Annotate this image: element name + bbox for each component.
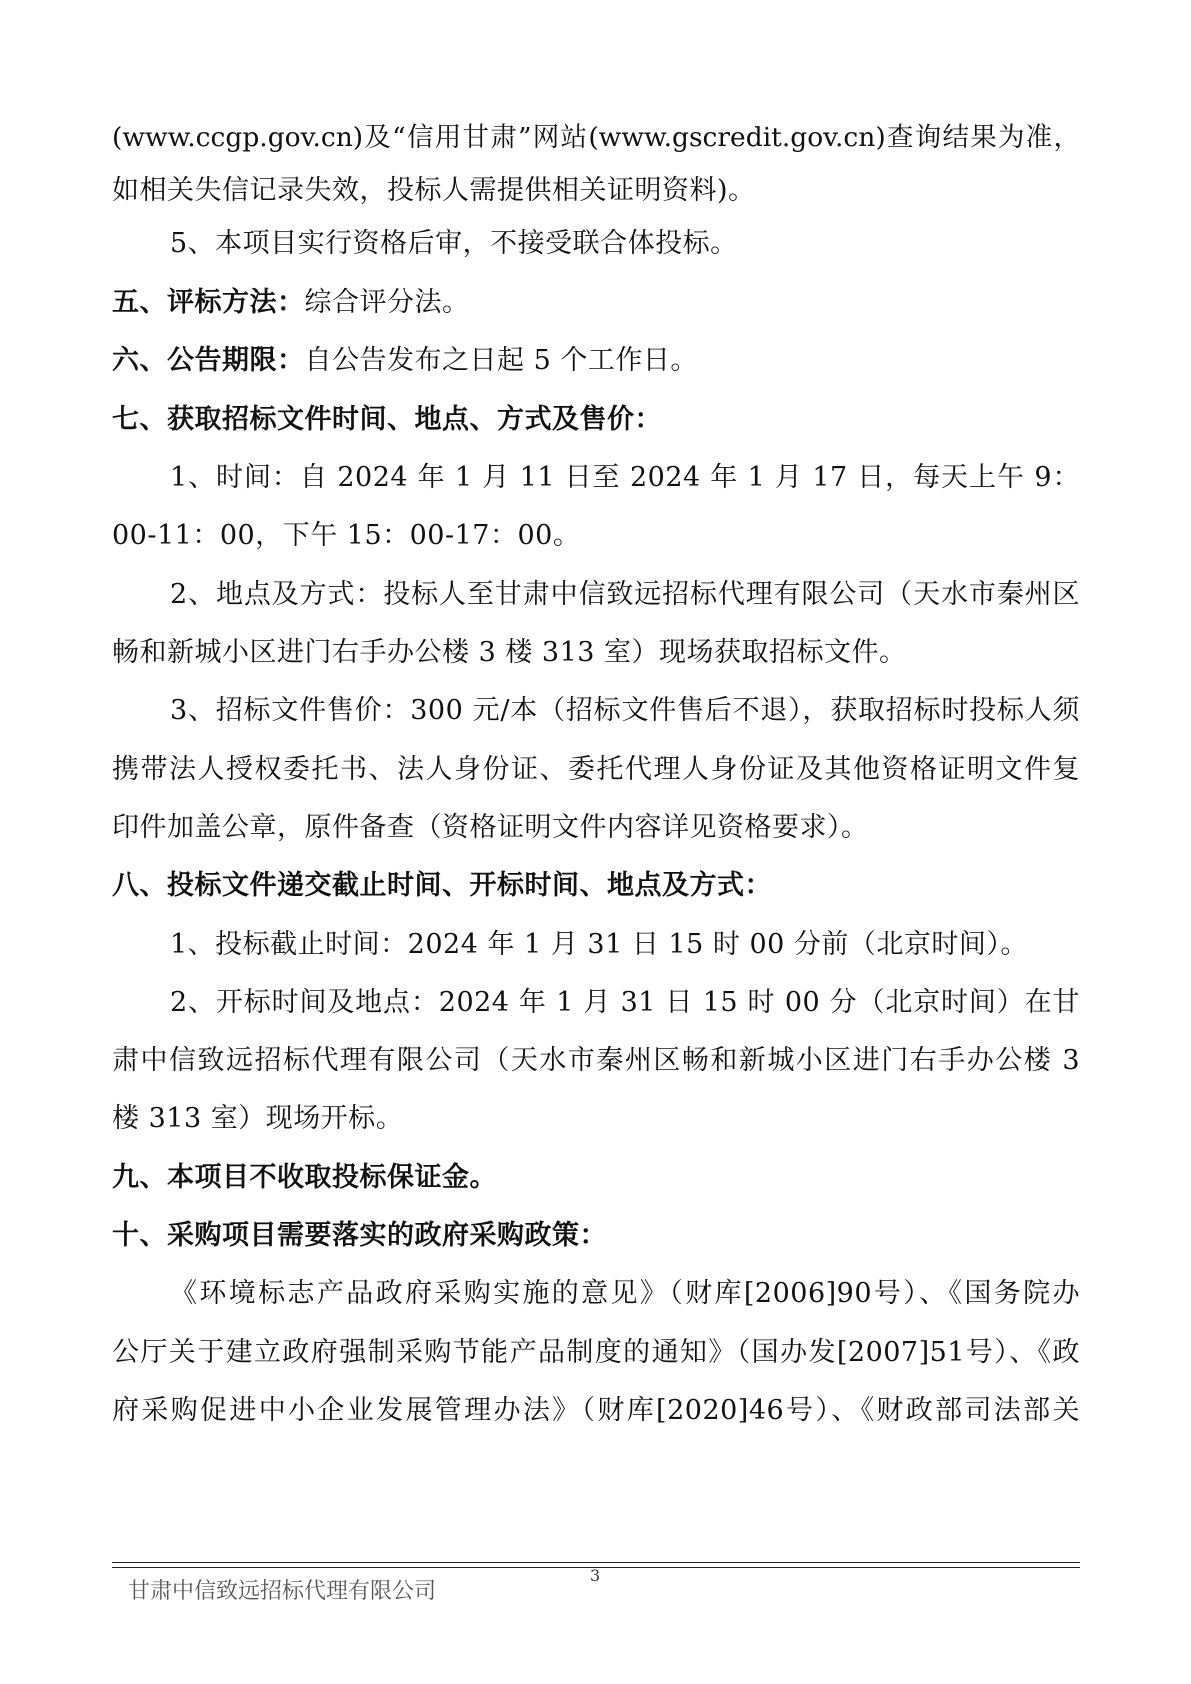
body-text-line: 畅和新城小区进门右手办公楼 3 楼 313 室）现场获取招标文件。 xyxy=(112,637,907,668)
body-text-line: 如相关失信记录失效，投标人需提供相关证明资料)。 xyxy=(112,175,756,206)
footer-company-name: 甘肃中信致远招标代理有限公司 xyxy=(128,1579,437,1604)
section-9-heading: 九、本项目不收取投标保证金。 xyxy=(112,1162,497,1193)
body-text-line: 印件加盖公章，原件备查（资格证明文件内容详见资格要求）。 xyxy=(112,812,869,843)
body-text-line: 公厅关于建立政府强制采购节能产品制度的通知》（国办发[2007]51号）、《政 xyxy=(112,1337,1080,1368)
page-number: 3 xyxy=(590,1566,601,1585)
body-text-line: 楼 313 室）现场开标。 xyxy=(112,1103,404,1134)
footer-divider xyxy=(112,1562,1080,1563)
section-heading-label: 五、评标方法： xyxy=(112,287,305,318)
section-7-heading: 七、获取招标文件时间、地点、方式及售价： xyxy=(112,404,662,435)
section-10-heading: 十、采购项目需要落实的政府采购政策： xyxy=(112,1220,607,1251)
section-heading-value: 综合评分法。 xyxy=(304,287,470,318)
body-text-line: 5、本项目实行资格后审，不接受联合体投标。 xyxy=(170,228,738,259)
section-5-heading xyxy=(112,283,1080,323)
body-text-line: 1、投标截止时间：2024 年 1 月 31 日 15 时 00 分前（北京时间）。 xyxy=(170,929,1028,960)
body-text-line: 00-11：00，下午 15：00-17：00。 xyxy=(112,520,581,551)
body-text-line: 1、时间：自 2024 年 1 月 11 日至 2024 年 1 月 17 日，每天上午 9： xyxy=(170,462,1080,493)
section-6-heading xyxy=(112,341,1080,381)
section-8-heading: 八、投标文件递交截止时间、开标时间、地点及方式： xyxy=(112,870,772,901)
body-text-line: 府采购促进中小企业发展管理办法》（财库[2020]46号）、《财政部司法部关 xyxy=(112,1395,1080,1426)
body-text-line: (www.ccgp.gov.cn)及“信用甘肃”网站(www.gscredit.gov.cn)查询结果为准， xyxy=(112,122,1080,153)
body-text-line: 携带法人授权委托书、法人身份证、委托代理人身份证及其他资格证明文件复 xyxy=(112,754,1080,785)
section-heading-value: 自公告发布之日起 5 个工作日。 xyxy=(304,345,698,376)
section-heading-label: 六、公告期限： xyxy=(112,345,305,376)
body-text-line: 3、招标文件售价：300 元/本（招标文件售后不退），获取招标时投标人须 xyxy=(170,695,1080,726)
body-text-line: 肃中信致远招标代理有限公司（天水市秦州区畅和新城小区进门右手办公楼 3 xyxy=(112,1045,1080,1076)
body-text-line: 2、地点及方式：投标人至甘肃中信致远招标代理有限公司（天水市秦州区 xyxy=(170,579,1080,610)
body-text-line: 2、开标时间及地点：2024 年 1 月 31 日 15 时 00 分（北京时间）在甘 xyxy=(170,987,1080,1018)
body-text-line: 《环境标志产品政府采购实施的意见》（财库[2006]90号）、《国务院办 xyxy=(170,1278,1080,1309)
